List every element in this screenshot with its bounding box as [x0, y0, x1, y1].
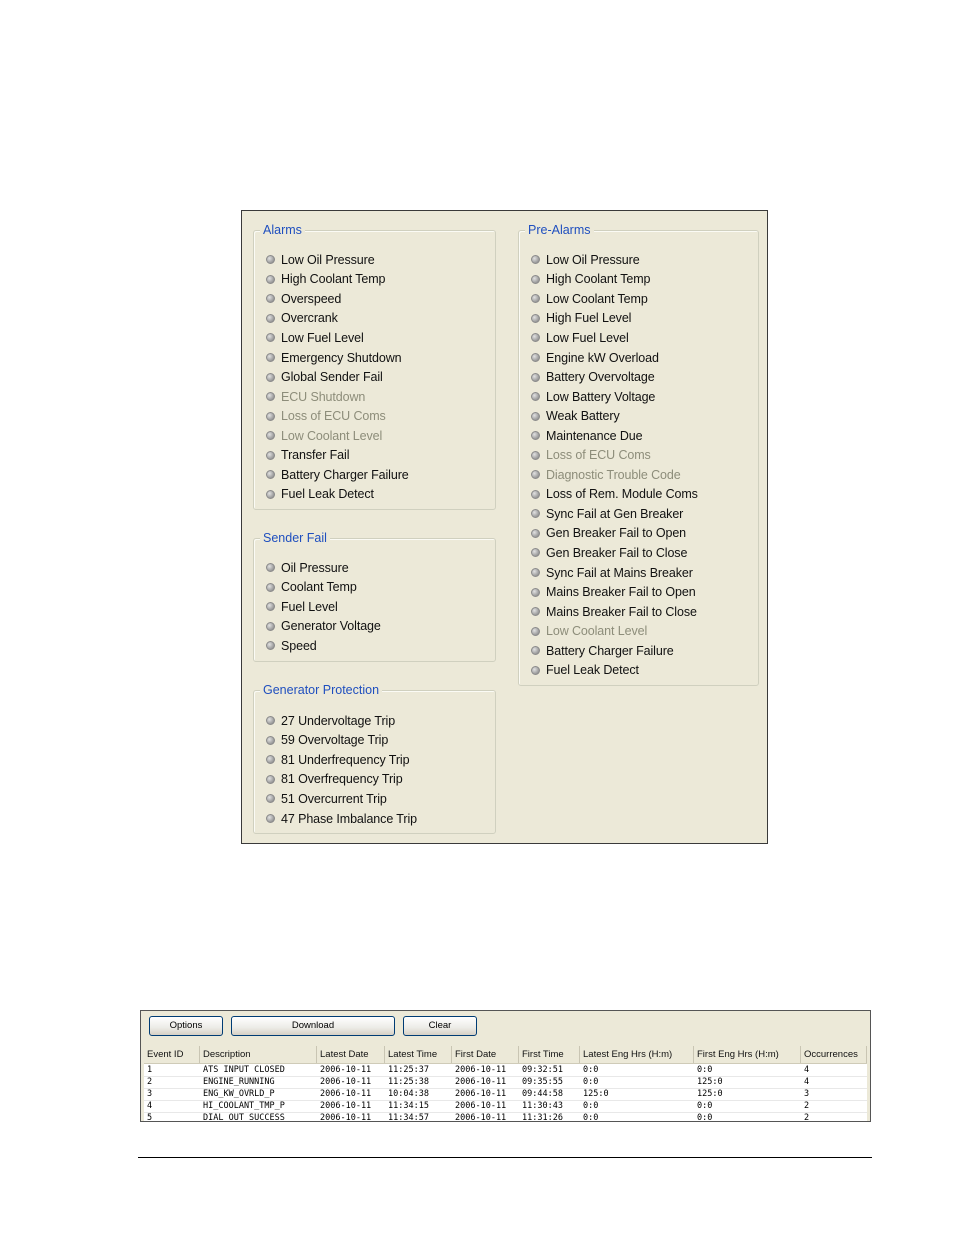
column-header[interactable]: Event ID — [144, 1046, 200, 1063]
column-header[interactable]: First Date — [452, 1046, 519, 1063]
status-item-label: Engine kW Overload — [546, 350, 659, 365]
table-cell: 2006-10-11 — [455, 1101, 507, 1111]
status-item — [266, 309, 409, 329]
table-cell: 5 — [147, 1113, 153, 1121]
table-cell: 2006-10-11 — [455, 1077, 507, 1087]
table-cell: 0:0 — [583, 1101, 599, 1111]
status-item — [266, 270, 409, 290]
table-cell: 2006-10-11 — [455, 1113, 507, 1121]
status-item — [531, 641, 698, 661]
status-led-icon — [531, 548, 540, 557]
status-led-icon — [531, 627, 540, 636]
status-led-icon — [266, 583, 275, 592]
status-led-icon — [531, 275, 540, 284]
clear-button[interactable]: Clear — [403, 1016, 477, 1036]
status-item — [531, 524, 698, 544]
generator-protection-group-title: Generator Protection — [260, 681, 382, 699]
status-led-icon — [531, 451, 540, 460]
status-item-label: Low Fuel Level — [546, 330, 629, 345]
status-item — [531, 328, 698, 348]
generator-protection-group — [253, 683, 496, 834]
table-cell: 125:0 — [583, 1089, 609, 1099]
status-item — [531, 543, 698, 563]
table-cell: 11:34:15 — [388, 1101, 429, 1111]
table-cell: 2 — [147, 1077, 153, 1087]
status-led-icon — [266, 333, 275, 342]
status-led-icon — [266, 716, 275, 725]
status-led-icon — [266, 602, 275, 611]
table-cell: 2 — [804, 1113, 810, 1121]
status-item — [266, 367, 409, 387]
status-item — [531, 602, 698, 622]
status-item-label: Weak Battery — [546, 409, 620, 424]
status-led-icon — [531, 333, 540, 342]
column-header[interactable]: Occurrences — [801, 1046, 867, 1063]
status-item-label: Low Coolant Level — [546, 624, 648, 639]
table-cell: 11:25:38 — [388, 1077, 429, 1087]
status-item-label: Fuel Leak Detect — [546, 663, 639, 678]
pre-alarms-list — [531, 250, 698, 680]
column-header[interactable]: Latest Time — [385, 1046, 452, 1063]
table-cell: 0:0 — [583, 1077, 599, 1087]
status-item-label: Battery Charger Failure — [546, 643, 674, 658]
status-item — [531, 445, 698, 465]
status-item — [531, 582, 698, 602]
status-item-label: Loss of ECU Coms — [546, 448, 651, 463]
status-item — [266, 750, 417, 770]
status-item — [531, 485, 698, 505]
table-cell: 0:0 — [697, 1065, 713, 1075]
table-cell: 09:35:55 — [522, 1077, 563, 1087]
status-led-icon — [266, 314, 275, 323]
alarms-group — [253, 223, 496, 510]
table-cell: ENGINE_RUNNING — [203, 1077, 275, 1087]
status-item-label: Gen Breaker Fail to Open — [546, 526, 687, 541]
status-led-icon — [531, 490, 540, 499]
status-led-icon — [531, 431, 540, 440]
status-led-icon — [531, 255, 540, 264]
status-item-label: Overspeed — [281, 291, 342, 306]
event-log-header — [144, 1046, 867, 1064]
status-item — [266, 711, 417, 731]
status-item-label: Sync Fail at Gen Breaker — [546, 506, 684, 521]
table-cell: 0:0 — [697, 1113, 713, 1121]
status-item-label: Low Oil Pressure — [281, 252, 375, 267]
table-cell: 0:0 — [583, 1065, 599, 1075]
status-item-label: Diagnostic Trouble Code — [546, 467, 681, 482]
status-led-icon — [531, 353, 540, 362]
status-item — [266, 789, 417, 809]
pre-alarms-group — [518, 223, 759, 686]
table-cell: 2006-10-11 — [320, 1065, 372, 1075]
status-item — [531, 504, 698, 524]
status-item-label: Fuel Leak Detect — [281, 487, 374, 502]
status-led-icon — [266, 275, 275, 284]
table-cell: 4 — [804, 1065, 810, 1075]
status-item — [531, 367, 698, 387]
status-item-label: Mains Breaker Fail to Open — [546, 585, 696, 600]
status-led-icon — [531, 607, 540, 616]
status-led-icon — [266, 736, 275, 745]
sender-fail-group-title: Sender Fail — [260, 529, 330, 547]
status-item-label: 81 Underfrequency Trip — [281, 752, 410, 767]
table-cell: 2006-10-11 — [320, 1113, 372, 1121]
table-cell: DIAL_OUT_SUCCESS — [203, 1113, 285, 1121]
table-cell: 11:25:37 — [388, 1065, 429, 1075]
event-log-panel — [140, 1010, 871, 1122]
status-item-label: ECU Shutdown — [281, 389, 366, 404]
status-led-icon — [266, 641, 275, 650]
status-item-label: Speed — [281, 638, 317, 653]
status-item — [266, 636, 381, 656]
status-item-label: 59 Overvoltage Trip — [281, 733, 389, 748]
status-item-label: Battery Overvoltage — [546, 370, 655, 385]
status-item — [266, 445, 409, 465]
status-item — [266, 770, 417, 790]
status-item — [531, 406, 698, 426]
pre-alarms-group-title: Pre-Alarms — [525, 221, 594, 239]
table-cell: HI_COOLANT_TMP_P — [203, 1101, 285, 1111]
status-item — [266, 731, 417, 751]
status-led-icon — [531, 294, 540, 303]
table-cell: 0:0 — [697, 1101, 713, 1111]
status-item — [531, 426, 698, 446]
status-item — [266, 250, 409, 270]
status-item — [266, 809, 417, 829]
status-item-label: High Coolant Temp — [546, 272, 651, 287]
status-item — [266, 485, 409, 505]
status-item-label: Low Coolant Level — [281, 428, 383, 443]
status-led-icon — [266, 490, 275, 499]
table-cell: 3 — [147, 1089, 153, 1099]
status-led-icon — [531, 373, 540, 382]
status-item-label: Loss of ECU Coms — [281, 409, 386, 424]
status-item — [266, 465, 409, 485]
status-item — [531, 660, 698, 680]
status-led-icon — [266, 794, 275, 803]
table-cell: 2006-10-11 — [320, 1089, 372, 1099]
table-cell: 3 — [804, 1089, 810, 1099]
status-led-icon — [266, 392, 275, 401]
status-led-icon — [266, 622, 275, 631]
status-item — [266, 406, 409, 426]
table-cell: 11:31:26 — [522, 1113, 563, 1121]
status-led-icon — [266, 563, 275, 572]
table-cell: 2006-10-11 — [455, 1065, 507, 1075]
status-item-label: Generator Voltage — [281, 619, 381, 634]
status-led-icon — [266, 775, 275, 784]
status-item — [531, 289, 698, 309]
status-led-icon — [266, 373, 275, 382]
table-cell: 4 — [147, 1101, 153, 1111]
table-cell: 2006-10-11 — [320, 1101, 372, 1111]
table-cell: 4 — [804, 1077, 810, 1087]
table-cell: 11:30:43 — [522, 1101, 563, 1111]
table-cell: 1 — [147, 1065, 153, 1075]
status-item — [531, 309, 698, 329]
table-cell: 125:0 — [697, 1089, 723, 1099]
status-item-label: Oil Pressure — [281, 560, 349, 575]
status-item-label: Emergency Shutdown — [281, 350, 402, 365]
status-led-icon — [531, 646, 540, 655]
status-item-label: 47 Phase Imbalance Trip — [281, 811, 417, 826]
table-cell: 0:0 — [583, 1113, 599, 1121]
status-led-icon — [266, 814, 275, 823]
status-item-label: Global Sender Fail — [281, 370, 383, 385]
status-led-icon — [531, 392, 540, 401]
status-item-label: Maintenance Due — [546, 428, 643, 443]
status-item-label: Low Battery Voltage — [546, 389, 656, 404]
status-item — [531, 270, 698, 290]
status-led-icon — [531, 470, 540, 479]
status-item-label: Transfer Fail — [281, 448, 350, 463]
table-cell: 10:04:38 — [388, 1089, 429, 1099]
status-item-label: High Coolant Temp — [281, 272, 386, 287]
status-led-icon — [531, 412, 540, 421]
status-item-label: 81 Overfrequency Trip — [281, 772, 403, 787]
table-cell: 11:34:57 — [388, 1113, 429, 1121]
table-cell: 09:32:51 — [522, 1065, 563, 1075]
status-led-icon — [266, 755, 275, 764]
status-led-icon — [266, 353, 275, 362]
status-item — [266, 578, 381, 598]
options-button[interactable]: Options — [149, 1016, 223, 1036]
status-led-icon — [266, 294, 275, 303]
alarms-list — [266, 250, 409, 504]
table-cell: ATS INPUT CLOSED — [203, 1065, 285, 1075]
download-button[interactable]: Download — [231, 1016, 395, 1036]
status-item — [531, 348, 698, 368]
column-header[interactable]: First Eng Hrs (H:m) — [694, 1046, 801, 1063]
status-led-icon — [266, 451, 275, 460]
status-item — [266, 348, 409, 368]
status-item — [266, 617, 381, 637]
column-header[interactable]: First Time — [519, 1046, 580, 1063]
status-item-label: 27 Undervoltage Trip — [281, 713, 396, 728]
status-led-icon — [531, 314, 540, 323]
status-item — [531, 250, 698, 270]
column-header[interactable]: Latest Date — [317, 1046, 385, 1063]
status-item-label: Fuel Level — [281, 599, 338, 614]
column-header[interactable]: Latest Eng Hrs (H:m) — [580, 1046, 694, 1063]
status-item-label: Battery Charger Failure — [281, 467, 409, 482]
status-led-icon — [531, 568, 540, 577]
table-cell: 2 — [804, 1101, 810, 1111]
status-led-icon — [531, 509, 540, 518]
status-led-icon — [266, 431, 275, 440]
sender-fail-group — [253, 531, 496, 662]
status-item — [266, 387, 409, 407]
status-item-label: Sync Fail at Mains Breaker — [546, 565, 693, 580]
status-item — [266, 289, 409, 309]
sender-fail-list — [266, 558, 381, 656]
table-cell: 09:44:58 — [522, 1089, 563, 1099]
status-led-icon — [266, 412, 275, 421]
status-item-label: Mains Breaker Fail to Close — [546, 604, 697, 619]
status-item — [266, 426, 409, 446]
generator-protection-list — [266, 711, 417, 828]
status-item-label: Gen Breaker Fail to Close — [546, 545, 688, 560]
status-item-label: Low Fuel Level — [281, 330, 364, 345]
status-led-icon — [266, 470, 275, 479]
status-item — [531, 387, 698, 407]
event-log-table[interactable] — [144, 1046, 867, 1121]
alarms-group-title: Alarms — [260, 221, 305, 239]
status-led-icon — [266, 255, 275, 264]
status-item-label: Overcrank — [281, 311, 338, 326]
column-header[interactable]: Description — [200, 1046, 317, 1063]
status-item-label: High Fuel Level — [546, 311, 632, 326]
status-item — [266, 328, 409, 348]
footer-rule — [138, 1157, 872, 1158]
table-row[interactable] — [144, 1112, 867, 1121]
status-item — [266, 597, 381, 617]
status-item — [531, 563, 698, 583]
status-item-label: Low Oil Pressure — [546, 252, 640, 267]
table-cell: 2006-10-11 — [320, 1077, 372, 1087]
status-panel — [241, 210, 768, 844]
status-item — [266, 558, 381, 578]
status-item-label: 51 Overcurrent Trip — [281, 791, 387, 806]
status-led-icon — [531, 666, 540, 675]
status-item-label: Coolant Temp — [281, 580, 357, 595]
status-led-icon — [531, 588, 540, 597]
status-item — [531, 621, 698, 641]
table-cell: ENG_KW_OVRLD_P — [203, 1089, 275, 1099]
status-item-label: Loss of Rem. Module Coms — [546, 487, 698, 502]
table-cell: 125:0 — [697, 1077, 723, 1087]
status-item-label: Low Coolant Temp — [546, 291, 648, 306]
table-cell: 2006-10-11 — [455, 1089, 507, 1099]
status-led-icon — [531, 529, 540, 538]
status-item — [531, 465, 698, 485]
